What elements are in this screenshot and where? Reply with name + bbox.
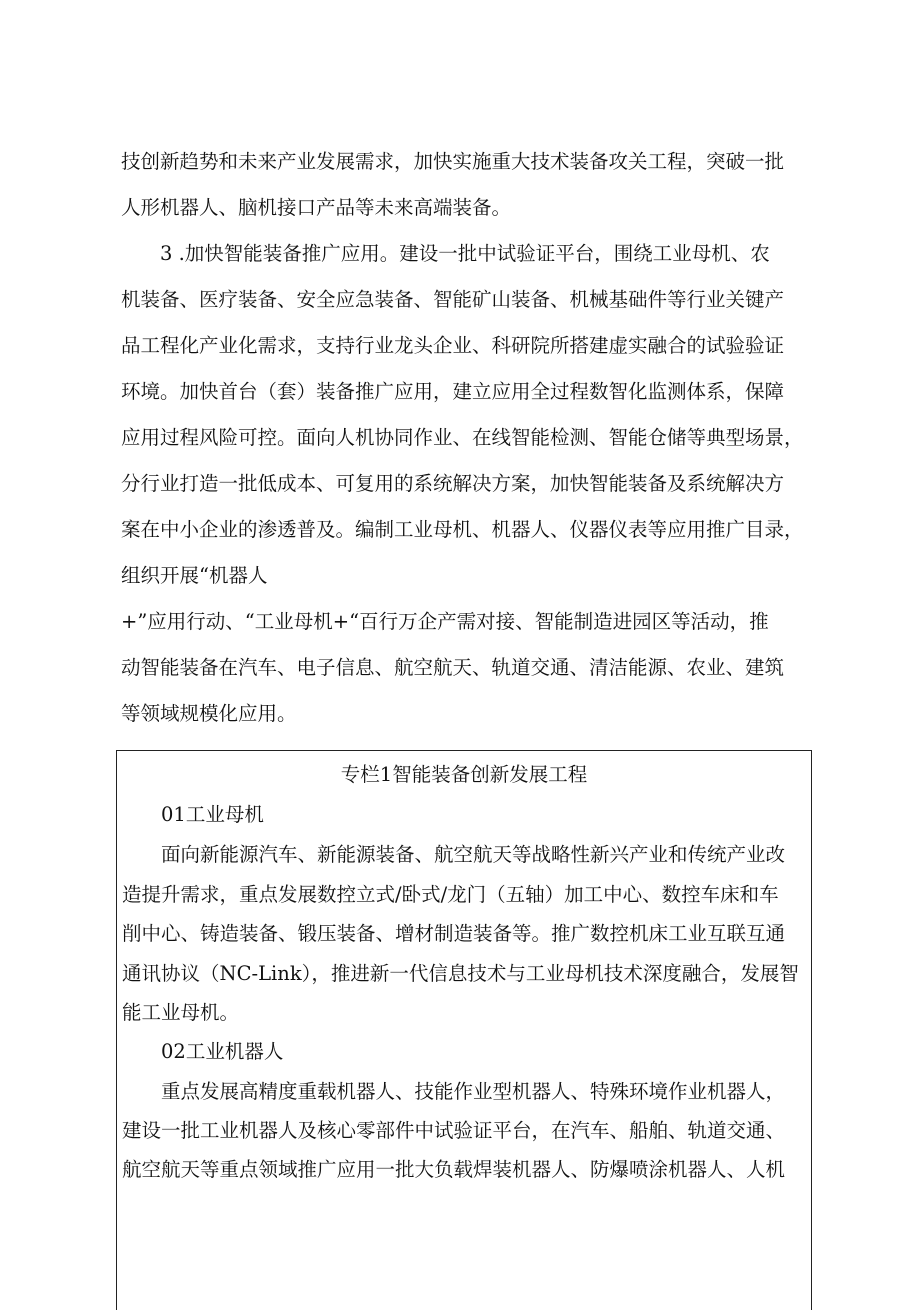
column-line: 建设一批工业机器人及核心零部件中试验证平台，在汽车、船舶、轨道交通、 <box>122 1119 786 1142</box>
paragraph-line: 案在中小企业的渗透普及。编制工业母机、机器人、仪器仪表等应用推广目录， <box>121 518 804 541</box>
paragraph-line: 分行业打造一批低成本、可复用的系统解决方案，加快智能装备及系统解决方 <box>121 472 785 495</box>
paragraph-line: 组织开展“机器人 <box>121 564 268 587</box>
paragraph-line: 环境。加快首台（套）装备推广应用，建立应用全过程数智化监测体系，保障 <box>121 380 785 403</box>
paragraph-line: 应用过程风险可控。面向人机协同作业、在线智能检测、智能仓储等典型场景， <box>121 426 804 449</box>
column-line: 重点发展高精度重载机器人、技能作业型机器人、特殊环境作业机器人， <box>161 1080 786 1103</box>
paragraph-line: 动智能装备在汽车、电子信息、航空航天、轨道交通、清洁能源、农业、建筑 <box>121 656 785 679</box>
column-line: 面向新能源汽车、新能源装备、航空航天等战略性新兴产业和传统产业改 <box>161 843 786 866</box>
column-line: 造提升需求，重点发展数控立式/卧式/龙门（五轴）加工中心、数控车床和车 <box>122 883 779 906</box>
paragraph-line: 品工程化产业化需求，支持行业龙头企业、科研院所搭建虚实融合的试验验证 <box>121 334 785 357</box>
paragraph-line: 等领域规模化应用。 <box>121 702 297 725</box>
column-line: 航空航天等重点领域推广应用一批大负载焊装机器人、防爆喷涂机器人、人机 <box>122 1158 786 1181</box>
paragraph-line: +”应用行动、“工业母机+“百行万企产需对接、智能制造进园区等活动，推 <box>121 610 769 633</box>
column-box <box>116 750 812 1310</box>
paragraph-line: 机装备、医疗装备、安全应急装备、智能矿山装备、机械基础件等行业关键产 <box>121 288 785 311</box>
column-line: 削中心、铸造装备、锻压装备、增材制造装备等。推广数控机床工业互联互通 <box>122 922 786 945</box>
column-heading-2: 02工业机器人 <box>161 1040 284 1063</box>
column-line: 通讯协议（NC-Link），推进新一代信息技术与工业母机技术深度融合，发展智 <box>122 962 799 985</box>
column-title: 专栏1智能装备创新发展工程 <box>340 763 588 786</box>
paragraph-line: 人形机器人、脑机接口产品等未来高端装备。 <box>121 196 512 219</box>
paragraph-line: 3 .加快智能装备推广应用。建设一批中试验证平台，围绕工业母机、农 <box>160 242 770 265</box>
paragraph-line: 技创新趋势和未来产业发展需求，加快实施重大技术装备攻关工程，突破一批 <box>121 150 785 173</box>
column-heading-1: 01工业母机 <box>161 803 264 826</box>
column-line: 能工业母机。 <box>122 1001 240 1024</box>
